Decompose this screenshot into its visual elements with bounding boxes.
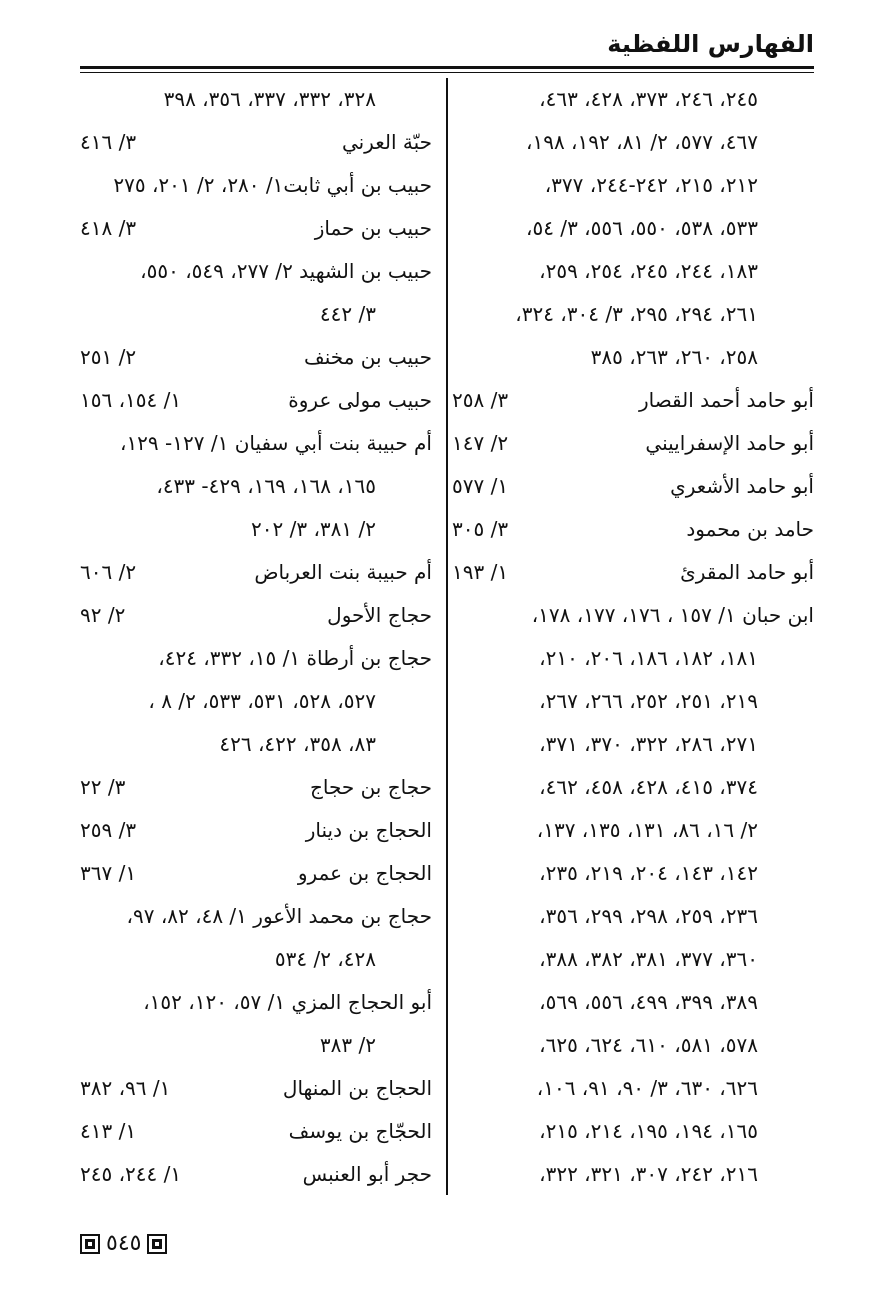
entry-references: ٢/ ٢٥١ <box>80 345 137 369</box>
entry-text: أم حبيبة بنت أبي سفيان ١/ ١٢٧- ١٢٩، <box>119 431 432 455</box>
index-continuation-line <box>80 680 432 723</box>
continuation-references: ٢٣٦، ٢٥٩، ٢٩٨، ٢٩٩، ٣٥٦، <box>539 904 758 928</box>
index-entry <box>80 981 432 1024</box>
continuation-references: ١٦٥، ١٦٨، ١٦٩، ٤٢٩- ٤٣٣، <box>156 474 376 498</box>
index-continuation-line <box>452 121 814 164</box>
index-entry <box>80 895 432 938</box>
index-continuation-line <box>80 465 432 508</box>
entry-name: الحجاج بن عمرو <box>297 861 432 885</box>
ornament-square-icon <box>80 1234 100 1254</box>
continuation-references: ١٨١، ١٨٢، ١٨٦، ٢٠٦، ٢١٠، <box>539 646 758 670</box>
ornament-square-icon <box>147 1234 167 1254</box>
index-entry <box>452 465 814 508</box>
continuation-references: ٢/ ١٦، ٨٦، ١٣١، ١٣٥، ١٣٧، <box>536 818 758 842</box>
index-continuation-line <box>80 78 432 121</box>
index-entry <box>80 336 432 379</box>
page-number: ٥٤٥ <box>106 1231 142 1256</box>
index-continuation-line <box>452 1067 814 1110</box>
entry-name: الحجاج بن دينار <box>305 818 432 842</box>
index-entry <box>80 164 432 207</box>
continuation-references: ٨٣، ٣٥٨، ٤٢٢، ٤٢٦ <box>219 732 376 756</box>
index-continuation-line <box>452 766 814 809</box>
index-continuation-line <box>452 207 814 250</box>
entry-name: حجر أبو العنبس <box>302 1162 432 1186</box>
index-column-right <box>452 78 814 1196</box>
index-continuation-line <box>452 981 814 1024</box>
continuation-references: ٢٦١، ٢٩٤، ٢٩٥، ٣/ ٣٠٤، ٣٢٤، <box>515 302 758 326</box>
index-continuation-line <box>452 895 814 938</box>
index-column-left <box>80 78 432 1196</box>
index-entry <box>452 422 814 465</box>
index-continuation-line <box>452 637 814 680</box>
continuation-references: ٣٨٩، ٣٩٩، ٤٩٩، ٥٥٦، ٥٦٩، <box>539 990 758 1014</box>
index-entry <box>80 852 432 895</box>
entry-name: أبو حامد الإسفراييني <box>645 431 814 455</box>
entry-references: ١/ ١٩٣ <box>452 560 509 584</box>
index-entry <box>80 1153 432 1196</box>
continuation-references: ٢٧١، ٢٨٦، ٣٢٢، ٣٧٠، ٣٧١، <box>539 732 758 756</box>
entry-name: أبو حامد المقرئ <box>680 560 814 584</box>
index-entry <box>80 637 432 680</box>
index-entry <box>452 508 814 551</box>
index-continuation-line <box>452 809 814 852</box>
header-rule <box>80 66 814 73</box>
continuation-references: ٢٥٨، ٢٦٠، ٢٦٣، ٣٨٥ <box>590 345 758 369</box>
entry-text: حبيب بن الشهيد ٢/ ٢٧٧، ٥٤٩، ٥٥٠، <box>140 259 432 283</box>
index-continuation-line <box>452 78 814 121</box>
entry-references: ٢/ ٩٢ <box>80 603 126 627</box>
continuation-references: ١٤٢، ١٤٣، ٢٠٤، ٢١٩، ٢٣٥، <box>539 861 758 885</box>
index-continuation-line <box>452 938 814 981</box>
page-footer <box>80 1231 167 1256</box>
entry-name: الحجّاج بن يوسف <box>288 1119 432 1143</box>
entry-name: حبيب مولى عروة <box>288 388 432 412</box>
entry-references: ٣/ ٢٢ <box>80 775 126 799</box>
index-continuation-line <box>80 508 432 551</box>
index-continuation-line <box>452 852 814 895</box>
entry-name: حامد بن محمود <box>686 517 814 541</box>
index-continuation-line <box>452 336 814 379</box>
index-entry <box>80 594 432 637</box>
index-entry <box>80 379 432 422</box>
column-divider <box>446 78 448 1195</box>
continuation-references: ٤٢٨، ٢/ ٥٣٤ <box>274 947 376 971</box>
entry-text: حبيب بن أبي ثابت١/ ٢٨٠، ٢/ ٢٠١، ٢٧٥ <box>113 173 432 197</box>
continuation-references: ٣٢٨، ٣٣٢، ٣٣٧، ٣٥٦، ٣٩٨ <box>163 87 376 111</box>
entry-name: أبو حامد الأشعري <box>670 474 814 498</box>
index-continuation-line <box>80 938 432 981</box>
continuation-references: ٥٣٣، ٥٣٨، ٥٥٠، ٥٥٦، ٣/ ٥٤، <box>526 216 758 240</box>
entry-references: ١/ ١٥٤، ١٥٦ <box>80 388 182 412</box>
continuation-references: ٣/ ٤٤٢ <box>319 302 376 326</box>
continuation-references: ٢٤٥، ٢٤٦، ٣٧٣، ٤٢٨، ٤٦٣، <box>539 87 758 111</box>
continuation-references: ٦٢٦، ٦٣٠، ٣/ ٩٠، ٩١، ١٠٦، <box>536 1076 758 1100</box>
index-entry <box>80 1067 432 1110</box>
index-continuation-line <box>452 293 814 336</box>
continuation-references: ٢١٦، ٢٤٢، ٣٠٧، ٣٢١، ٣٢٢، <box>539 1162 758 1186</box>
index-entry <box>452 594 814 637</box>
entry-references: ٢/ ١٤٧ <box>452 431 509 455</box>
entry-references: ٣/ ٢٥٨ <box>452 388 509 412</box>
entry-text: ابن حبان ١/ ١٥٧ ، ١٧٦، ١٧٧، ١٧٨، <box>531 603 814 627</box>
continuation-references: ٢١٢، ٢١٥، ٢٤٢-٢٤٤، ٣٧٧، <box>544 173 758 197</box>
continuation-references: ٥٢٧، ٥٢٨، ٥٣١، ٥٣٣، ٢/ ٨ ، <box>148 689 376 713</box>
entry-name: حبيب بن حماز <box>314 216 432 240</box>
page-header-title: الفهارس اللفظية <box>607 30 814 58</box>
entry-references: ١/ ٤١٣ <box>80 1119 137 1143</box>
index-entry <box>452 379 814 422</box>
index-entry <box>80 207 432 250</box>
entry-references: ٢/ ٦٠٦ <box>80 560 137 584</box>
continuation-references: ٣٦٠، ٣٧٧، ٣٨١، ٣٨٢، ٣٨٨، <box>539 947 758 971</box>
continuation-references: ٤٦٧، ٥٧٧، ٢/ ٨١، ١٩٢، ١٩٨، <box>526 130 758 154</box>
entry-references: ٣/ ٣٠٥ <box>452 517 509 541</box>
continuation-references: ٥٧٨، ٥٨١، ٦١٠، ٦٢٤، ٦٢٥، <box>539 1033 758 1057</box>
index-continuation-line <box>80 723 432 766</box>
index-continuation-line <box>452 1110 814 1153</box>
index-continuation-line <box>452 723 814 766</box>
entry-name: حبّة العرني <box>341 130 432 154</box>
entry-references: ١/ ٥٧٧ <box>452 474 509 498</box>
index-continuation-line <box>80 1024 432 1067</box>
entry-references: ١/ ٢٤٤، ٢٤٥ <box>80 1162 182 1186</box>
continuation-references: ٢/ ٣٨٣ <box>319 1033 376 1057</box>
entry-name: الحجاج بن المنهال <box>282 1076 432 1100</box>
entry-references: ١/ ٣٦٧ <box>80 861 137 885</box>
index-entry <box>80 422 432 465</box>
entry-name: أبو حامد أحمد القصار <box>638 388 814 412</box>
entry-text: حجاج بن أرطاة ١/ ١٥، ٣٣٢، ٤٢٤، <box>158 646 432 670</box>
index-continuation-line <box>452 250 814 293</box>
index-entry <box>80 809 432 852</box>
entry-name: حجاج الأحول <box>327 603 432 627</box>
entry-references: ٣/ ٤١٦ <box>80 130 137 154</box>
continuation-references: ٢/ ٣٨١، ٣/ ٢٠٢ <box>251 517 376 541</box>
index-continuation-line <box>452 680 814 723</box>
index-entry <box>80 551 432 594</box>
index-continuation-line <box>80 293 432 336</box>
continuation-references: ١٦٥، ١٩٤، ١٩٥، ٢١٤، ٢١٥، <box>539 1119 758 1143</box>
index-entry <box>452 551 814 594</box>
index-continuation-line <box>452 1024 814 1067</box>
index-entry <box>80 1110 432 1153</box>
continuation-references: ٣٧٤، ٤١٥، ٤٢٨، ٤٥٨، ٤٦٢، <box>539 775 758 799</box>
index-entry <box>80 766 432 809</box>
entry-references: ١/ ٩٦، ٣٨٢ <box>80 1076 171 1100</box>
entry-name: حجاج بن حجاج <box>309 775 432 799</box>
entry-text: أبو الحجاج المزي ١/ ٥٧، ١٢٠، ١٥٢، <box>143 990 432 1014</box>
entry-name: أم حبيبة بنت العرباض <box>254 560 432 584</box>
entry-name: حبيب بن مخنف <box>304 345 432 369</box>
index-entry <box>80 121 432 164</box>
index-continuation-line <box>452 164 814 207</box>
entry-references: ٣/ ٢٥٩ <box>80 818 137 842</box>
continuation-references: ١٨٣، ٢٤٤، ٢٤٥، ٢٥٤، ٢٥٩، <box>539 259 758 283</box>
index-continuation-line <box>452 1153 814 1196</box>
entry-references: ٣/ ٤١٨ <box>80 216 137 240</box>
index-entry <box>80 250 432 293</box>
entry-text: حجاج بن محمد الأعور ١/ ٤٨، ٨٢، ٩٧، <box>126 904 432 928</box>
continuation-references: ٢١٩، ٢٥١، ٢٥٢، ٢٦٦، ٢٦٧، <box>539 689 758 713</box>
